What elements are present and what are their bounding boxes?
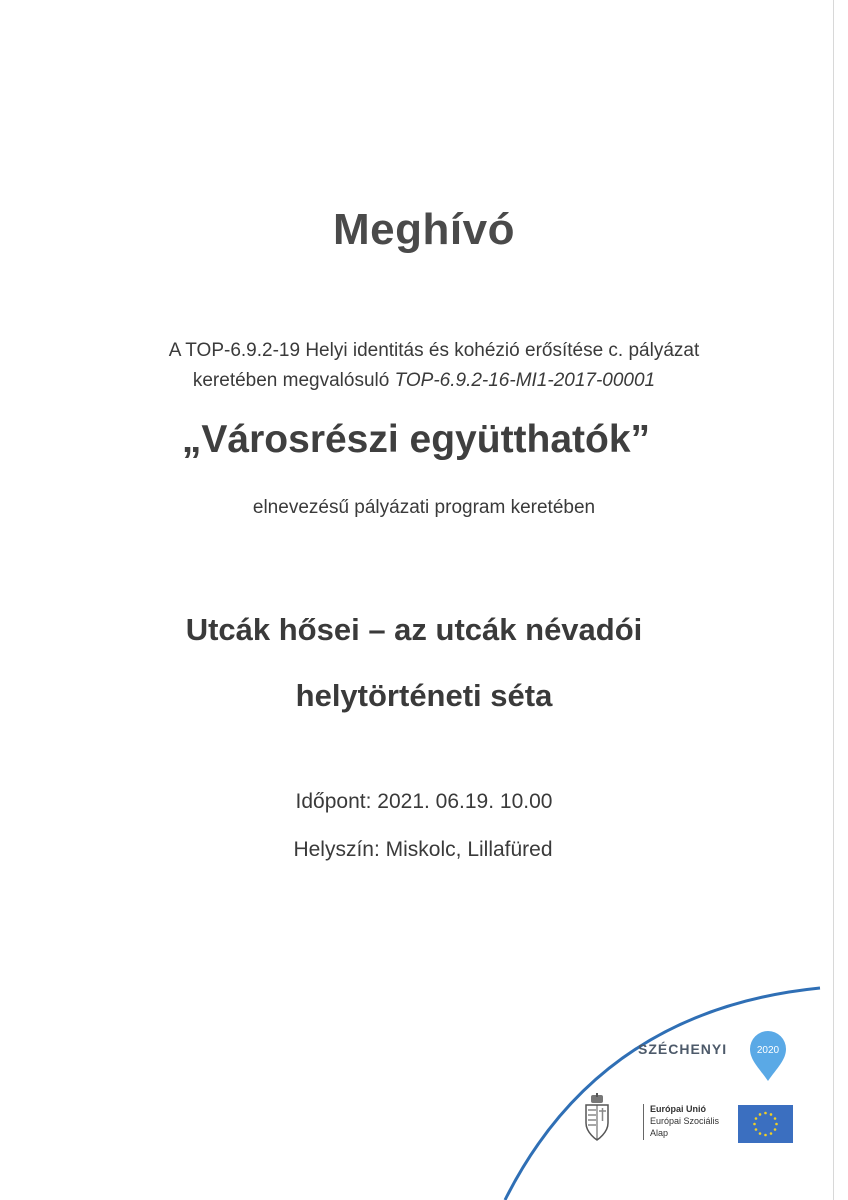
eu-star: [770, 1132, 773, 1135]
event-time: Időpont: 2021. 06.19. 10.00: [295, 790, 553, 813]
szechenyi-pin-icon: [749, 1030, 787, 1082]
eu-star: [775, 1123, 778, 1126]
eu-star: [764, 1112, 767, 1115]
event-title-line-2: helytörténeti séta: [295, 678, 553, 713]
szechenyi-year: 2020: [756, 1045, 780, 1056]
eu-star: [774, 1128, 777, 1131]
page-title: Meghívó: [333, 205, 515, 254]
program-subtitle: elnevezésű pályázati program keretében: [252, 497, 596, 518]
szechenyi-label: SZÉCHENYI: [638, 1041, 728, 1057]
event-place: Helyszín: Miskolc, Lillafüred: [293, 838, 553, 861]
eu-flag-icon: [738, 1105, 793, 1143]
eu-divider: [643, 1104, 644, 1140]
eu-star: [759, 1132, 762, 1135]
eu-star: [770, 1113, 773, 1116]
eu-label-line-2: Európai Szociális: [650, 1116, 720, 1126]
program-name: „Városrészi együtthatók”: [181, 418, 651, 461]
eu-star: [755, 1128, 758, 1131]
eu-label-line-3: Alap: [650, 1128, 669, 1138]
eu-star: [755, 1117, 758, 1120]
page-edge: [833, 0, 834, 1200]
intro-line-2-prefix: keretében megvalósuló: [192, 370, 395, 391]
intro-line-1: A TOP-6.9.2-19 Helyi identitás és kohézió erősítése c. pályázat: [168, 340, 700, 361]
project-code: TOP-6.9.2-16-MI1-2017-00001: [394, 370, 656, 391]
eu-star: [753, 1123, 756, 1126]
eu-label: [650, 1103, 719, 1139]
event-title-line-1: Utcák hősei – az utcák névadói: [185, 612, 643, 647]
hungarian-coat-of-arms-icon: [582, 1093, 612, 1143]
eu-star: [759, 1113, 762, 1116]
eu-star: [774, 1117, 777, 1120]
eu-label-line-1: Európai Unió: [650, 1104, 706, 1114]
eu-star: [764, 1134, 767, 1137]
intro-line-2: [0, 370, 848, 392]
